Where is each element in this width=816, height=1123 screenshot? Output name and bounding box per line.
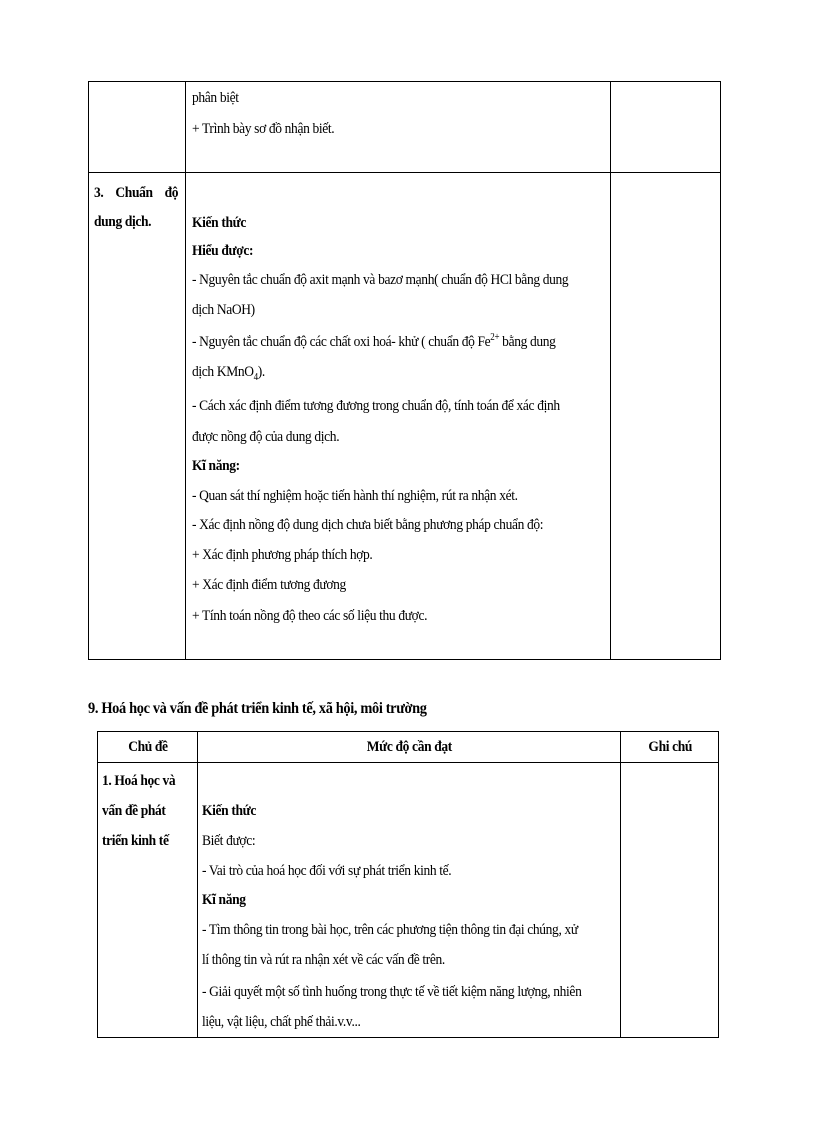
table1-col-divider-2 [610,81,611,660]
knowledge-item-1b: dịch NaOH) [192,302,255,318]
heading-skills: Kĩ năng: [192,458,240,474]
table2-header-divider [97,762,719,763]
table2-col-divider-1 [197,731,198,1038]
topic-economy-line3: triển kinh tế [102,833,169,849]
topic-economy-line1: 1. Hoá học và [102,773,176,789]
header-notes: Ghi chú [648,739,692,755]
table-criteria-continued [88,81,721,660]
header-topic: Chủ đề [127,739,168,755]
t2-skill-item-1b: lí thông tin và rút ra nhận xét về các vấn đề trên. [202,952,445,968]
t2-skill-item-2b: liệu, vật liệu, chất phế thải.v.v... [202,1014,361,1030]
section-9-title: 9. Hoá học và vấn đề phát triển kinh tế, xã hội, môi trường [88,700,427,717]
table1-col-divider-1 [185,81,186,660]
knowledge-item-1a: - Nguyên tắc chuẩn độ axit mạnh và bazơ mạnh( chuẩn độ HCl bằng dung [192,272,569,288]
topic-titration-line2: dung dịch. [94,214,152,230]
knowledge-item-2a: - Nguyên tắc chuẩn độ các chất oxi hoá- khử ( chuẩn độ $Fe^{2+}$ bằng dung [192,332,556,350]
knowledge-item-3b: được nồng độ của dung dịch. [192,429,340,445]
t2-know-intro: Biết được: [202,833,256,849]
table1-row1-line1: phân biệt [192,90,239,106]
skill-item-4: + Xác định điểm tương đương [192,577,346,593]
skill-item-3: + Xác định phương pháp thích hợp. [192,547,373,563]
t2-heading-knowledge: Kiến thức [202,803,256,819]
topic-titration-line1: 3. Chuẩn độ [94,185,179,201]
header-cell-topic [98,733,197,762]
t2-know-item-1: - Vai trò của hoá học đối với sự phát triển kinh tế. [202,863,452,879]
header-level: Mức độ cần đạt [366,739,452,755]
t2-skill-item-2a: - Giải quyết một số tình huống trong thực tế về tiết kiệm năng lượng, nhiên [202,984,582,1000]
t2-skill-item-1a: - Tìm thông tin trong bài học, trên các phương tiện thông tin đại chúng, xử [202,922,578,938]
topic-economy-line2: vấn đề phát [102,803,166,819]
table1-row1-line2: + Trình bày sơ đồ nhận biết. [192,121,335,137]
skill-item-2: - Xác định nồng độ dung dịch chưa biết bằng phương pháp chuẩn độ: [192,517,544,533]
skill-item-1: - Quan sát thí nghiệm hoặc tiến hành thí nghiệm, rút ra nhận xét. [192,488,518,504]
knowledge-item-2b: dịch KMnO$_4$). [192,364,265,383]
knowledge-item-3a: - Cách xác định điểm tương đương trong chuẩn độ, tính toán để xác định [192,398,560,414]
table2-col-divider-2 [620,731,621,1038]
header-cell-level [198,733,620,762]
t2-heading-skills: Kĩ năng [202,892,246,908]
skill-item-5: + Tính toán nồng độ theo các số liệu thu được. [192,608,428,624]
heading-understand: Hiểu được: [192,243,254,259]
table1-row-divider [88,172,721,173]
header-cell-notes [621,733,719,762]
heading-knowledge: Kiến thức [192,215,246,231]
